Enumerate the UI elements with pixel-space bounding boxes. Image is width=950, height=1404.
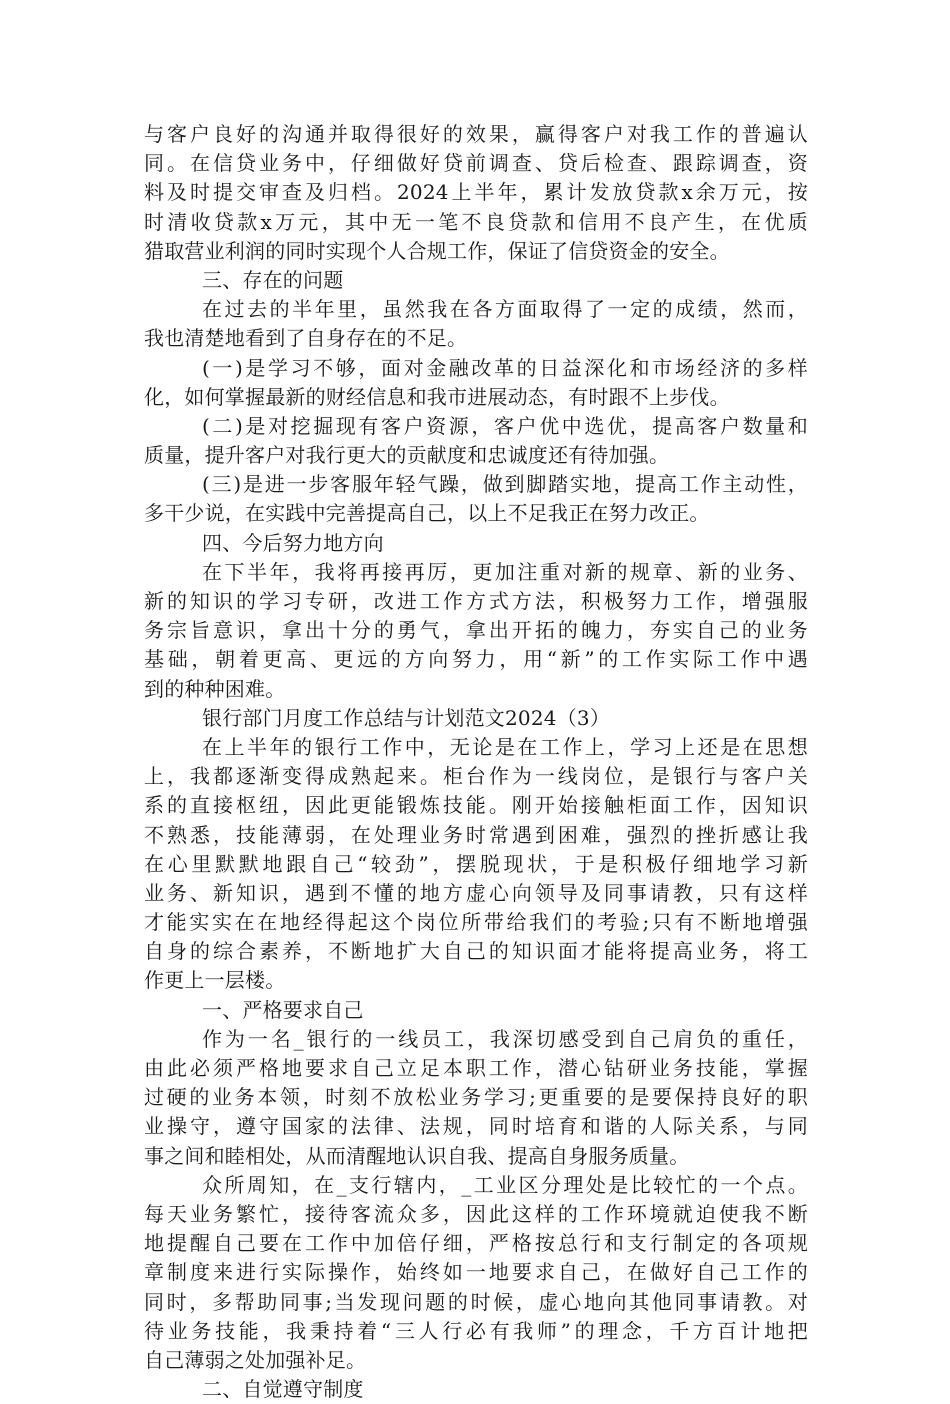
paragraph-line: 在心里默默地跟自己“较劲”，摆脱现状，于是积极仔细地学习新 bbox=[144, 851, 808, 876]
paragraph-line: 由此必须严格地要求自己立足本职工作，潜心钻研业务技能，掌握 bbox=[144, 1056, 808, 1080]
paragraph-line: 业务、新知识，遇到不懂的地方虚心向领导及同事请教，只有这样 bbox=[144, 880, 808, 905]
paragraph-line: (一)是学习不够，面对金融改革的日益深化和市场经济的多样 bbox=[202, 355, 808, 380]
paragraph-line: 不熟悉，技能薄弱，在处理业务时常遇到困难，强烈的挫折感让我 bbox=[144, 822, 808, 847]
paragraph-line: 多干少说，在实践中完善提高自己，以上不足我正在努力改正。 bbox=[144, 501, 710, 526]
paragraph-line: 过硬的业务本领，时刻不放松业务学习;更重要的是要保持良好的职 bbox=[144, 1085, 808, 1110]
section-heading: 二、自觉遵守制度 bbox=[202, 1377, 364, 1402]
paragraph-line: 在上半年的银行工作中，无论是在工作上，学习上还是在思想 bbox=[202, 734, 808, 759]
section-heading: 四、今后努力地方向 bbox=[202, 530, 384, 555]
paragraph-line: 在下半年，我将再接再厉，更加注重对新的规章、新的业务、 bbox=[202, 559, 808, 584]
paragraph-line: 在过去的半年里，虽然我在各方面取得了一定的成绩，然而， bbox=[202, 297, 808, 322]
paragraph-line: 猎取营业利润的同时实现个人合规工作，保证了信贷资金的安全。 bbox=[144, 238, 730, 263]
paragraph-line: 章制度来进行实际操作，始终如一地要求自己，在做好自己工作的 bbox=[144, 1260, 808, 1285]
paragraph-line: 到的种种困难。 bbox=[144, 676, 286, 701]
paragraph-line: 同。在信贷业务中，仔细做好贷前调查、贷后检查、跟踪调查，资 bbox=[144, 151, 808, 176]
paragraph-line: 自己薄弱之处加强补足。 bbox=[144, 1347, 367, 1372]
paragraph-line: 化，如何掌握最新的财经信息和我市进展动态，有时跟不上步伐。 bbox=[144, 384, 730, 409]
paragraph-line: 系的直接枢纽，因此更能锻炼技能。刚开始接触柜面工作，因知识 bbox=[144, 793, 808, 818]
paragraph-line: 众所周知，在_支行辖内，_工业区分理处是比较忙的一个点。 bbox=[202, 1172, 808, 1197]
paragraph-line: 作更上一层楼。 bbox=[144, 968, 286, 993]
section-heading: 银行部门月度工作总结与计划范文2024（3） bbox=[202, 705, 611, 730]
paragraph-line: 上，我都逐渐变得成熟起来。柜台作为一线岗位，是银行与客户关 bbox=[144, 764, 808, 789]
paragraph-line: (三)是进一步客服年轻气躁，做到脚踏实地，提高工作主动性， bbox=[202, 472, 808, 497]
paragraph-line: 每天业务繁忙，接待客流众多，因此这样的工作环境就迫使我不断 bbox=[144, 1201, 808, 1226]
document-body bbox=[144, 120, 808, 1404]
paragraph-line: 质量，提升客户对我行更大的贡献度和忠诚度还有待加强。 bbox=[144, 443, 670, 468]
section-heading: 一、严格要求自己 bbox=[202, 997, 364, 1022]
paragraph-line: 事之间和睦相处，从而清醒地认识自我、提高自身服务质量。 bbox=[144, 1143, 690, 1168]
paragraph-line: 与客户良好的沟通并取得很好的效果，赢得客户对我工作的普遍认 bbox=[144, 122, 808, 146]
paragraph-line: 基础，朝着更高、更远的方向努力，用“新”的工作实际工作中遇 bbox=[144, 647, 808, 672]
paragraph-line: 业操守，遵守国家的法律、法规，同时培育和谐的人际关系，与同 bbox=[144, 1114, 808, 1139]
paragraph-line: (二)是对挖掘现有客户资源，客户优中选优，提高客户数量和 bbox=[202, 413, 808, 438]
paragraph-line: 自身的综合素养，不断地扩大自己的知识面才能将提高业务，将工 bbox=[144, 939, 808, 964]
paragraph-line: 新的知识的学习专研，改进工作方式方法，积极努力工作，增强服 bbox=[144, 589, 808, 613]
paragraph-line: 才能实实在在地经得起这个岗位所带给我们的考验;只有不断地增强 bbox=[144, 910, 808, 935]
paragraph-line: 料及时提交审查及归档。2024上半年，累计发放贷款x余万元，按 bbox=[144, 180, 808, 205]
paragraph-line: 作为一名_银行的一线员工，我深切感受到自己肩负的重任， bbox=[202, 1026, 808, 1051]
paragraph-line: 待业务技能，我秉持着“三人行必有我师”的理念，千方百计地把 bbox=[144, 1318, 808, 1343]
paragraph-line: 时清收贷款x万元，其中无一笔不良贷款和信用不良产生，在优质 bbox=[144, 209, 808, 234]
section-heading: 三、存在的问题 bbox=[202, 267, 344, 292]
paragraph-line: 同时，多帮助同事;当发现问题的时候，虚心地向其他同事请教。对 bbox=[144, 1289, 808, 1314]
paragraph-line: 地提醒自己要在工作中加倍仔细，严格按总行和支行制定的各项规 bbox=[144, 1231, 808, 1256]
paragraph-line: 我也清楚地看到了自身存在的不足。 bbox=[144, 326, 468, 351]
paragraph-line: 务宗旨意识，拿出十分的勇气，拿出开拓的魄力，夯实自己的业务 bbox=[144, 618, 808, 643]
